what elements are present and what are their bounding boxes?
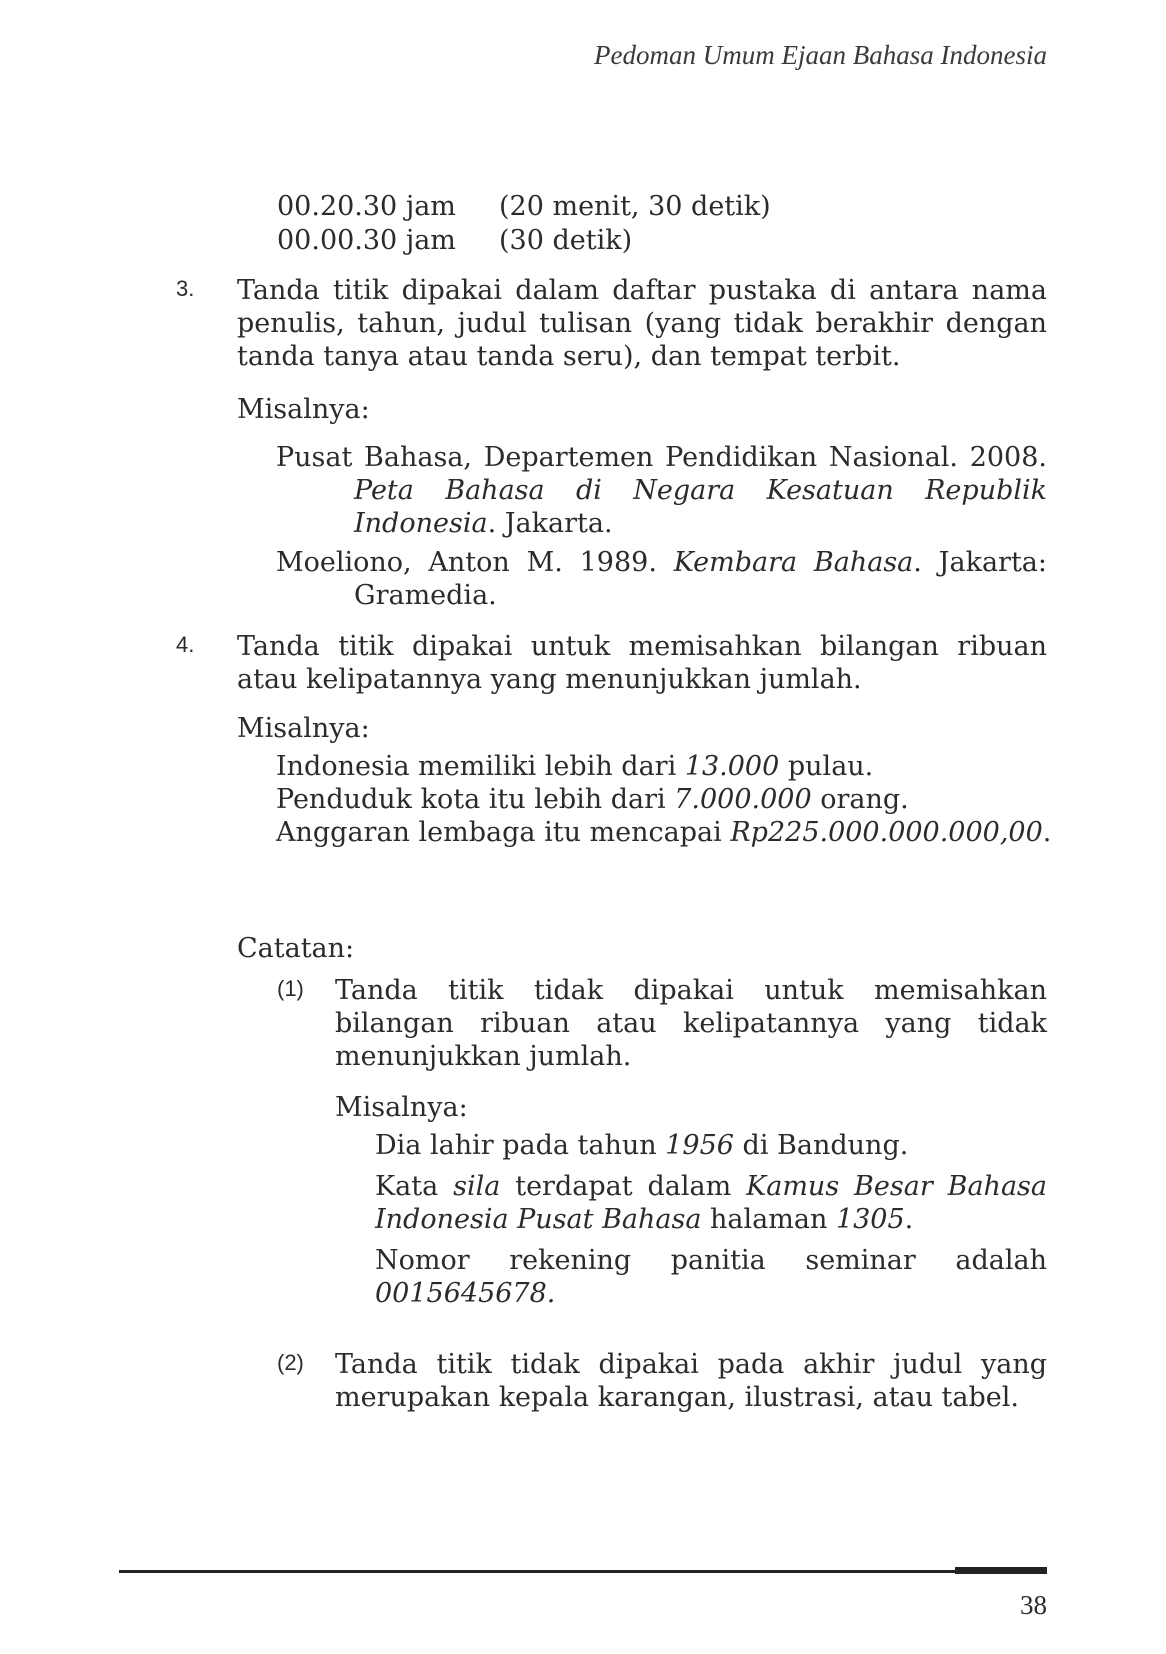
example-label: Misalnya: (335, 1092, 468, 1123)
page-number: 38 (1020, 1590, 1047, 1620)
rule-item-4 (176, 630, 1052, 849)
time-note: (30 detik) (499, 225, 633, 256)
example-sentence: Kata sila terdapat dalam Kamus Besar Bahasa Indonesia Pusat Bahasa halaman 1305. (375, 1171, 1047, 1235)
reference-entry: Pusat Bahasa, Departemen Pendidikan Nasional. 2008. Peta Bahasa di Negara Kesatuan Republik Indonesia. Jakarta. (276, 442, 1047, 539)
example-sentence: Indonesia memiliki lebih dari 13.000 pulau. (276, 751, 874, 782)
reference-list (276, 441, 1047, 612)
reference-title: Peta Bahasa di Negara Kesatuan Republik Indonesia (354, 475, 1047, 539)
time-row (277, 190, 771, 224)
reference-title: Kembara Bahasa (673, 547, 914, 578)
item-number: 4. (176, 632, 195, 657)
rule-item-3 (176, 274, 1047, 618)
note-number: (1) (277, 976, 304, 1001)
time-value: 00.20.30 jam (277, 191, 456, 222)
time-value: 00.00.30 jam (277, 225, 456, 256)
example-sentence: Anggaran lembaga itu mencapai Rp225.000.000.000,00. (276, 817, 1052, 848)
notes-label: Catatan: (237, 933, 355, 964)
note-2 (277, 1348, 1047, 1414)
time-row (277, 224, 771, 258)
note-1 (277, 974, 1047, 1310)
example-sentence: Penduduk kota itu lebih dari 7.000.000 orang. (276, 784, 909, 815)
item-number: 3. (176, 276, 195, 301)
example-label: Misalnya: (237, 394, 370, 425)
example-label: Misalnya: (237, 713, 370, 744)
note-text: Tanda titik tidak dipakai pada akhir judul yang merupakan kepala karangan, ilustrasi, atau tabel. (335, 1349, 1047, 1413)
time-note: (20 menit, 30 detik) (499, 191, 771, 222)
example-sentence: Nomor rekening panitia seminar adalah 0015645678. (375, 1245, 1047, 1309)
rule-text: Tanda titik dipakai dalam daftar pustaka di antara nama penulis, tahun, judul tulisan (yang tidak berakhir dengan tanda tanya atau tanda seru), dan tempat terbit. (237, 275, 1047, 372)
footer-rule-accent (955, 1567, 1047, 1574)
example-sentence: Dia lahir pada tahun 1956 di Bandung. (375, 1130, 909, 1161)
notes-section (237, 932, 1047, 1414)
note-number: (2) (277, 1350, 304, 1375)
running-header: Pedoman Umum Ejaan Bahasa Indonesia (594, 40, 1047, 70)
rule-text: Tanda titik dipakai untuk memisahkan bilangan ribuan atau kelipatannya yang menunjukkan jumlah. (237, 631, 1047, 695)
time-examples (277, 190, 771, 258)
reference-entry: Moeliono, Anton M. 1989. Kembara Bahasa. Jakarta: Gramedia. (276, 547, 1047, 611)
note-text: Tanda titik tidak dipakai untuk memisahkan bilangan ribuan atau kelipatannya yang tidak menunjukkan jumlah. (335, 975, 1047, 1072)
footer-rule (119, 1570, 955, 1573)
